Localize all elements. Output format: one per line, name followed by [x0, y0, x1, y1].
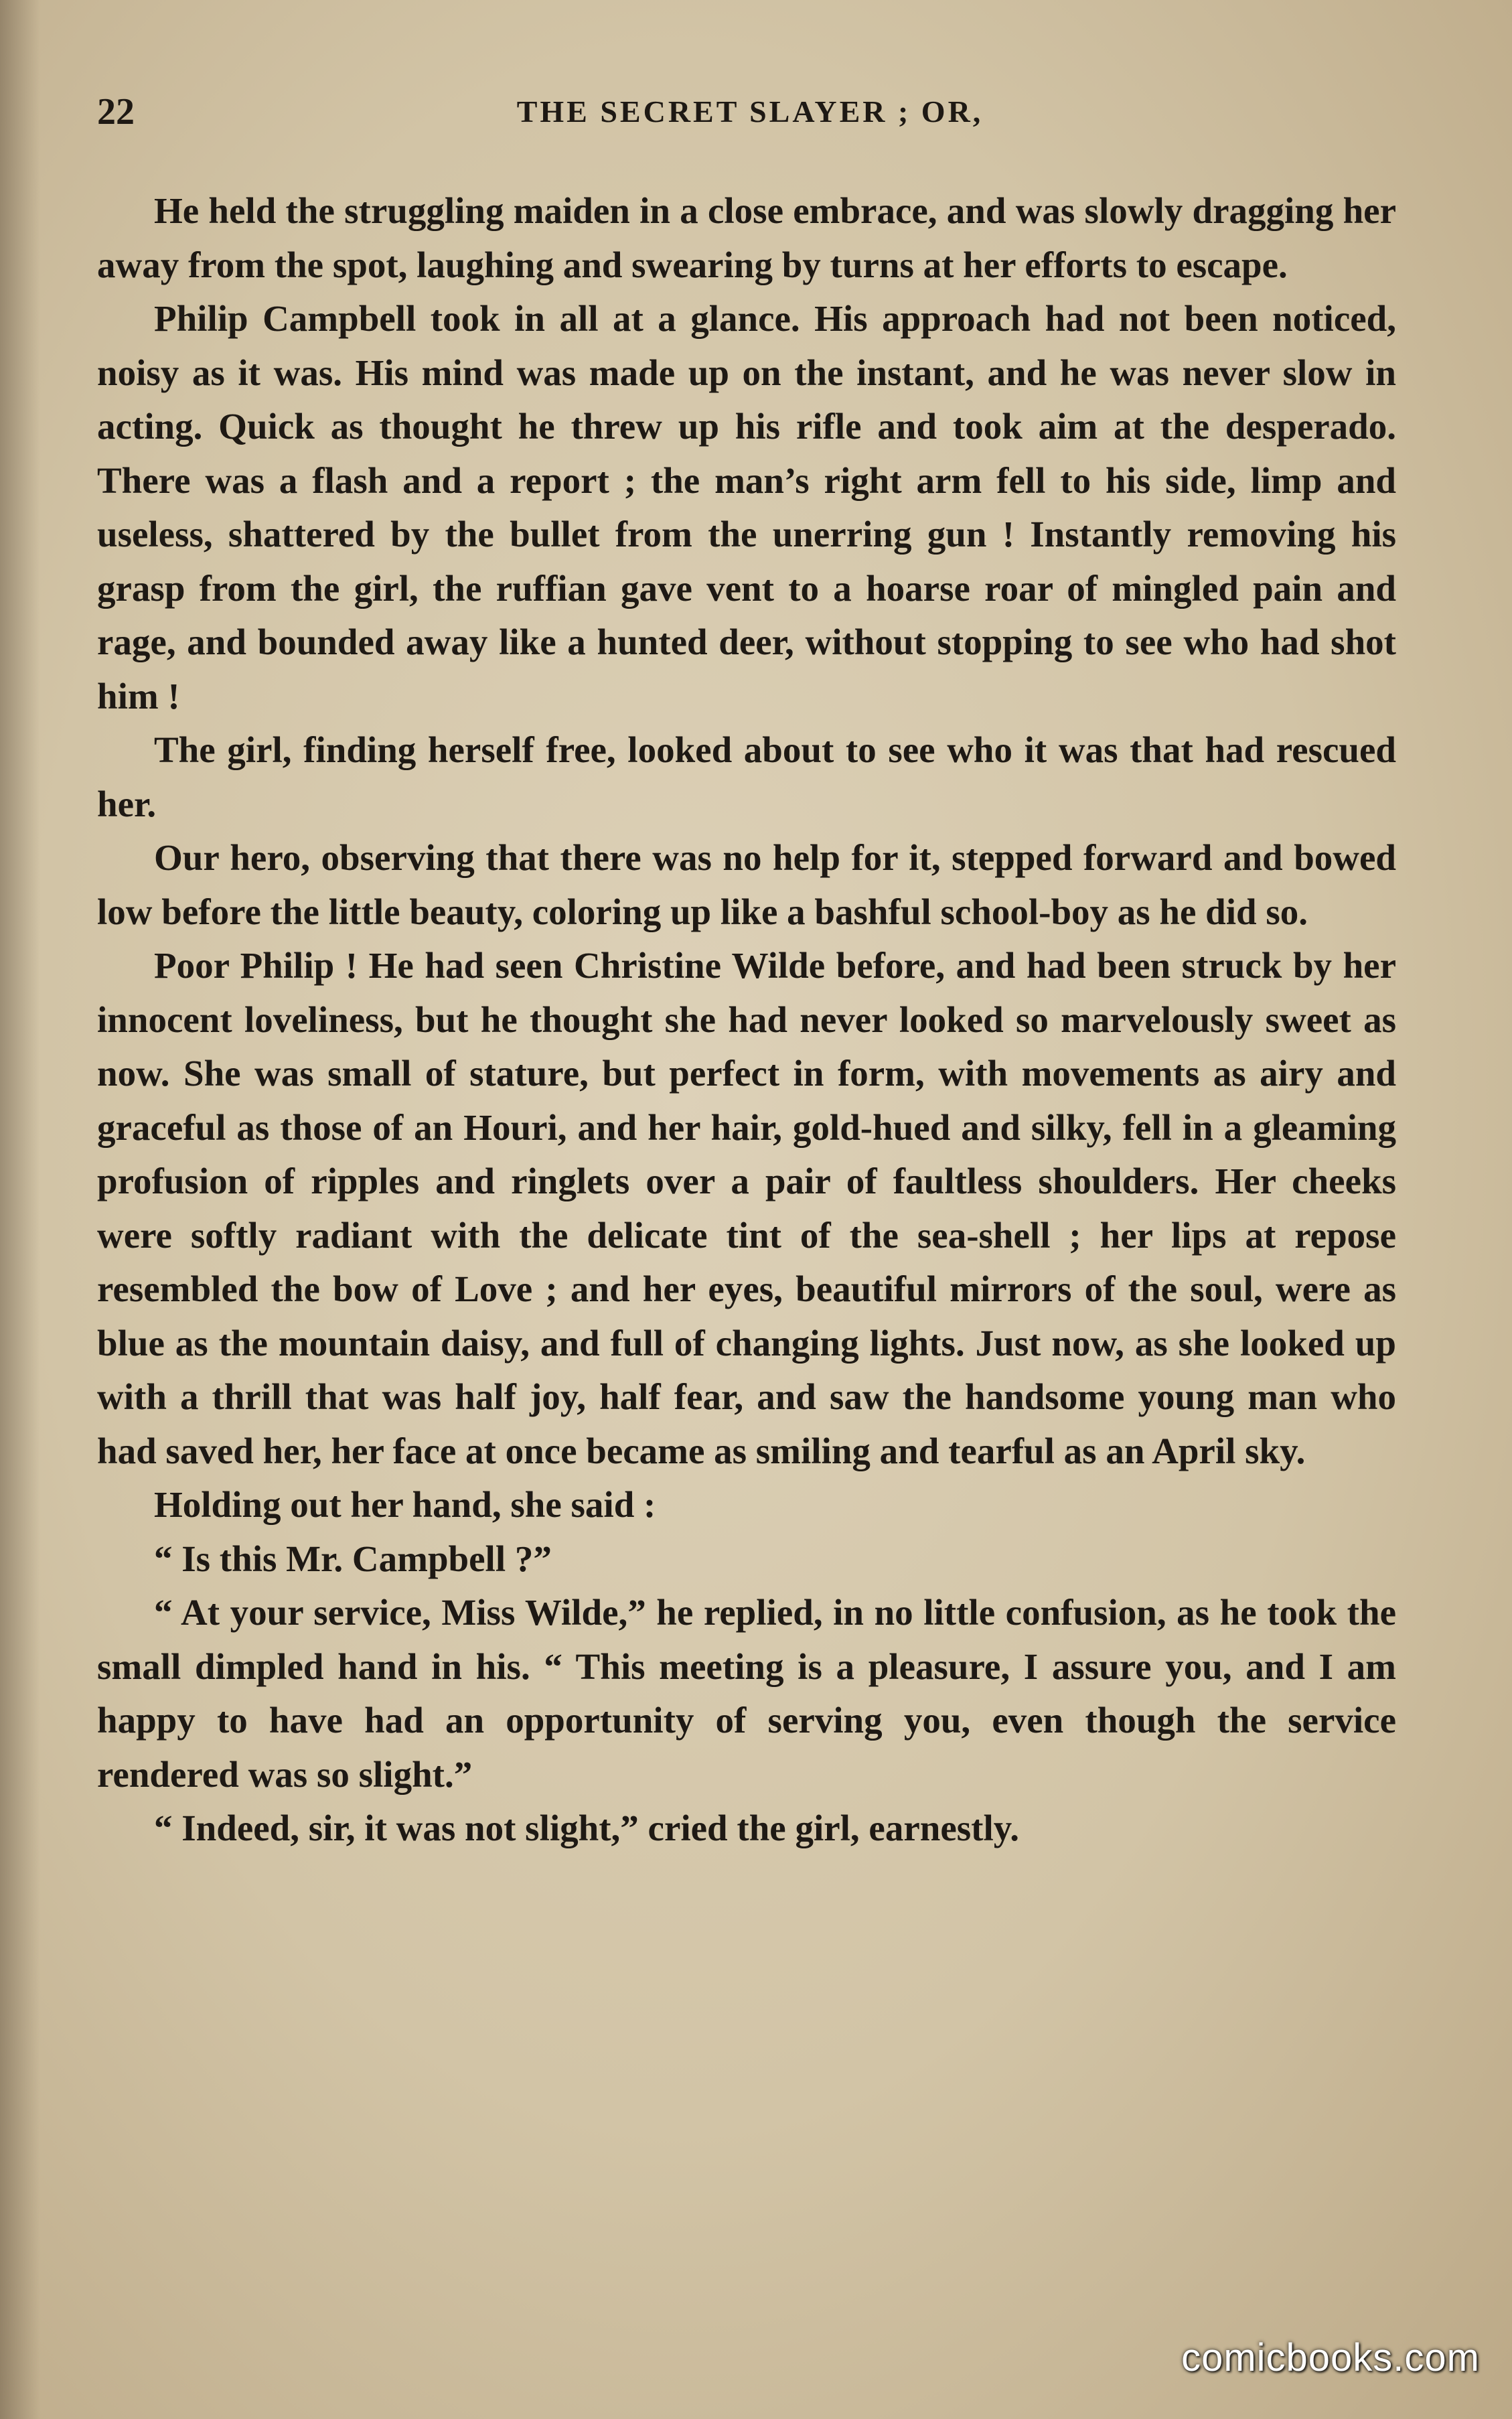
running-title: THE SECRET SLAYER ; OR, [516, 94, 984, 129]
paragraph: “ Is this Mr. Campbell ?” [154, 1538, 552, 1579]
paragraph: Holding out her hand, she said : [154, 1484, 656, 1525]
paragraph: He held the struggling maiden in a close embrace, and was slowly dragging her away from the spot, laughing and swearing by turns at her efforts to escape. [97, 190, 1396, 285]
paragraph: Our hero, observing that there was no help for it, stepped forward and bowed low before the little beauty, coloring up like a bashful school-boy as he did so. [97, 837, 1396, 932]
paragraph: Philip Campbell took in all at a glance. His approach had not been noticed, noisy as it was. His mind was made up on the instant, and he was never slow in acting. Quick as thought he threw up his rifle and took aim at the desperado. There was a flash and a report ; the man’s right arm fell to his side, limp and useless, shattered by the bullet from the unerring gun ! Instantly removing his grasp from the girl, the ruffian gave vent to a hoarse roar of mingled pain and rage, and bounded away like a hunted deer, without stopping to see who had shot him ! [97, 298, 1396, 717]
page-number: 22 [97, 91, 135, 133]
watermark: comicbooks.com [1181, 2336, 1480, 2379]
running-head [97, 88, 1403, 135]
paragraph: The girl, finding herself free, looked about to see who it was that had rescued her. [97, 729, 1396, 824]
paragraph: “ Indeed, sir, it was not slight,” cried the girl, earnestly. [154, 1808, 1019, 1848]
paragraph: Poor Philip ! He had seen Christine Wilde before, and had been struck by her innocent loveliness, but he thought she had never looked so marvelously sweet as now. She was small of stature, but perfect in form, with movements as airy and graceful as those of an Houri, and her hair, gold-hued and silky, fell in a gleaming profusion of ripples and ringlets over a pair of faultless shoulders. Her cheeks were softly radiant with the delicate tint of the sea-shell ; her lips at repose resembled the bow of Love ; and her eyes, beautiful mirrors of the soul, were as blue as the mountain daisy, and full of changing lights. Just now, as she looked up with a thrill that was half joy, half fear, and saw the handsome young man who had saved her, her face at once became as smiling and tearful as an April sky. [97, 945, 1396, 1471]
page-edge-shadow [0, 0, 40, 2419]
paragraph: “ At your service, Miss Wilde,” he replied, in no little confusion, as he took the small dimpled hand in his. “ This meeting is a pleasure, I assure you, and I am happy to have had an opportunity of serving you, even though the service rendered was so slight.” [97, 1592, 1396, 1795]
body-text [97, 184, 1396, 1856]
